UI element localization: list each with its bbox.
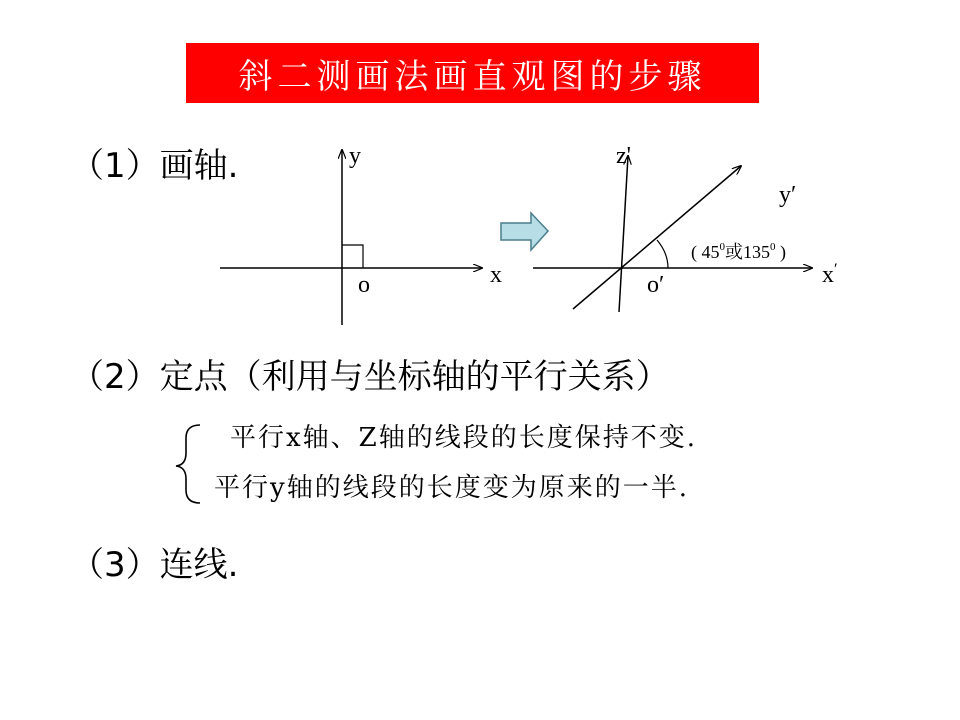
left-origin-label: o [358, 272, 370, 298]
angle-annotation: ( $45^0$或$135^0$ ) [691, 241, 786, 262]
step-2-text: （2）定点（利用与坐标轴的平行关系） [70, 357, 670, 397]
rule-parallel-y: 平行y轴的线段的长度变为原来的一半. [214, 473, 689, 503]
rule-parallel-x-z: 平行x轴、Z轴的线段的长度保持不变. [230, 423, 697, 453]
right-angle-mark [342, 245, 363, 268]
original-axes [220, 143, 502, 325]
oblique-axes [533, 143, 838, 312]
oblique-z-label: z' [616, 143, 631, 169]
left-curly-brace-icon [176, 425, 200, 503]
oblique-y-label: y′ [779, 182, 797, 208]
oblique-origin-label: o′ [647, 272, 665, 298]
left-x-label: x [490, 262, 502, 288]
slide-title: 斜二测画法画直观图的步骤 [186, 43, 759, 103]
step-1-text: （1）画轴. [70, 146, 239, 186]
left-y-label: y [349, 143, 361, 169]
step-3-text: （3）连线. [70, 545, 239, 585]
angle-arc [657, 240, 668, 268]
right-arrow-icon [501, 213, 548, 250]
oblique-x-label: x′ [822, 261, 838, 288]
oblique-z-axis [619, 156, 628, 312]
